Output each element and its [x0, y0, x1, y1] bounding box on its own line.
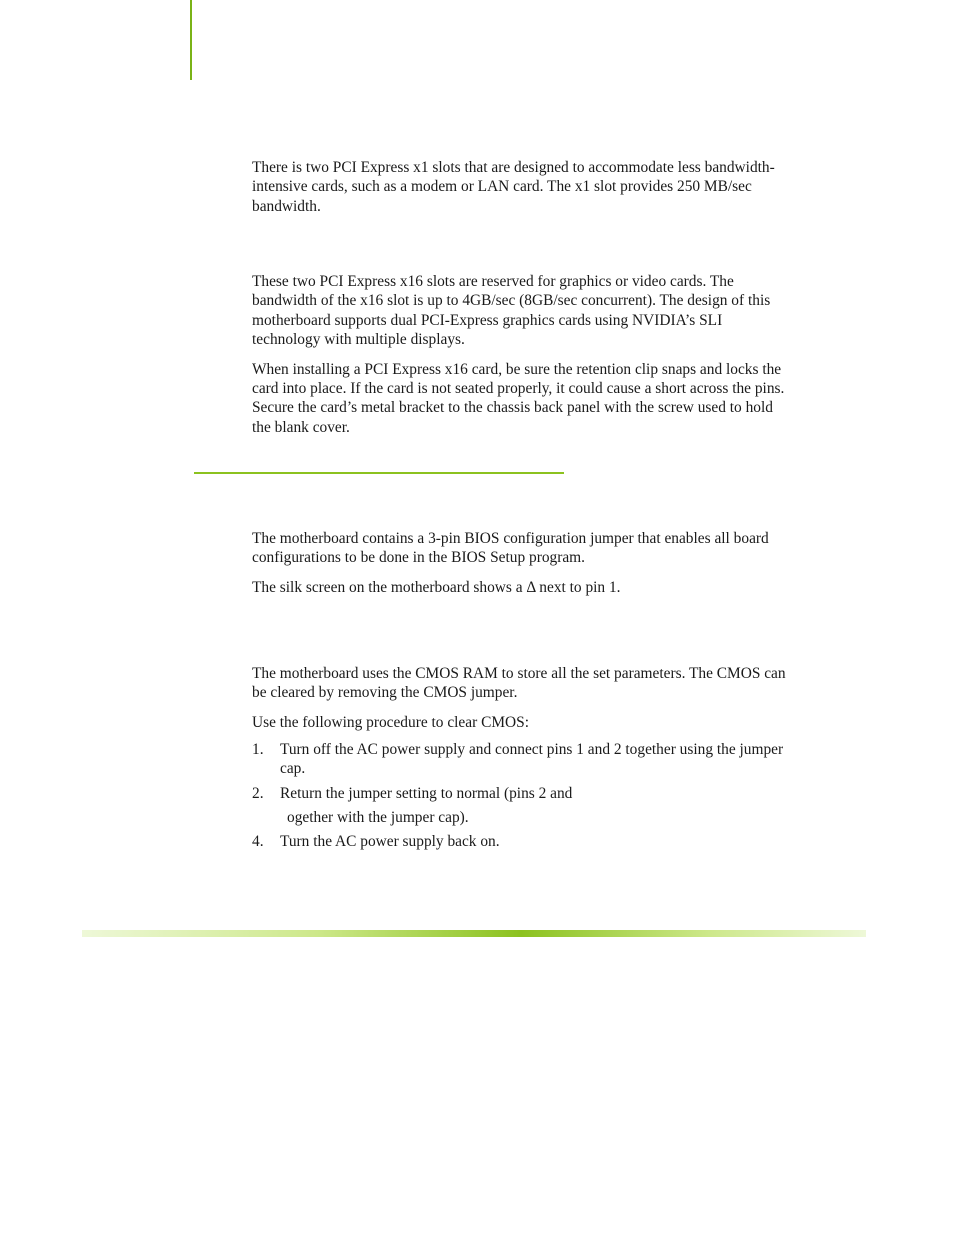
cmos-section [252, 664, 792, 732]
step-text: Turn the AC power supply back on. [280, 833, 500, 850]
bios-jumper-paragraph-2: The silk screen on the motherboard shows a Δ next to pin 1. [252, 578, 621, 596]
pcie-x1-section [252, 158, 792, 216]
section-divider [194, 472, 564, 474]
header-accent-bar [190, 0, 192, 80]
bios-jumper-paragraph-1: The motherboard contains a 3-pin BIOS configuration jumper that enables all board configurations to be done in the BIOS Setup program. [252, 530, 769, 567]
cmos-paragraph-2: Use the following procedure to clear CMOS: [252, 713, 529, 731]
step-number: 4. [252, 833, 264, 850]
step-text: Turn off the AC power supply and connect pins 1 and 2 together using the jumper cap. [280, 741, 784, 778]
footer-gradient-bar [82, 930, 866, 937]
pcie-x1-paragraph: There is two PCI Express x1 slots that are designed to accommodate less bandwidth-intensive cards, such as a modem or LAN card. The x1 slot provides 250 MB/sec bandwidth. [252, 159, 775, 215]
step-number: 1. [252, 741, 264, 758]
step-text: ogether with the jumper cap). [287, 809, 469, 826]
cmos-step-fragment [287, 808, 469, 827]
cmos-paragraph-1: The motherboard uses the CMOS RAM to store all the set parameters. The CMOS can be cleared by removing the CMOS jumper. [252, 665, 786, 702]
pcie-x16-section [252, 272, 792, 437]
pcie-x16-paragraph-2: When installing a PCI Express x16 card, be sure the retention clip snaps and locks the card into place. If the card is not seated properly, it could cause a short across the pins. Secure the card’s metal bracket to the chassis back panel with the screw used to hold the blank cover. [252, 360, 785, 436]
step-text: Return the jumper setting to normal (pins 2 and [280, 785, 573, 802]
pcie-x16-paragraph-1: These two PCI Express x16 slots are reserved for graphics or video cards. The bandwidth of the x16 slot is up to 4GB/sec (8GB/sec concurrent). The design of this motherboard supports dual PCI-Express graphics cards using NVIDIA’s SLI technology with multiple displays. [252, 273, 771, 349]
bios-jumper-section [252, 529, 792, 597]
step-number: 2. [252, 785, 264, 802]
